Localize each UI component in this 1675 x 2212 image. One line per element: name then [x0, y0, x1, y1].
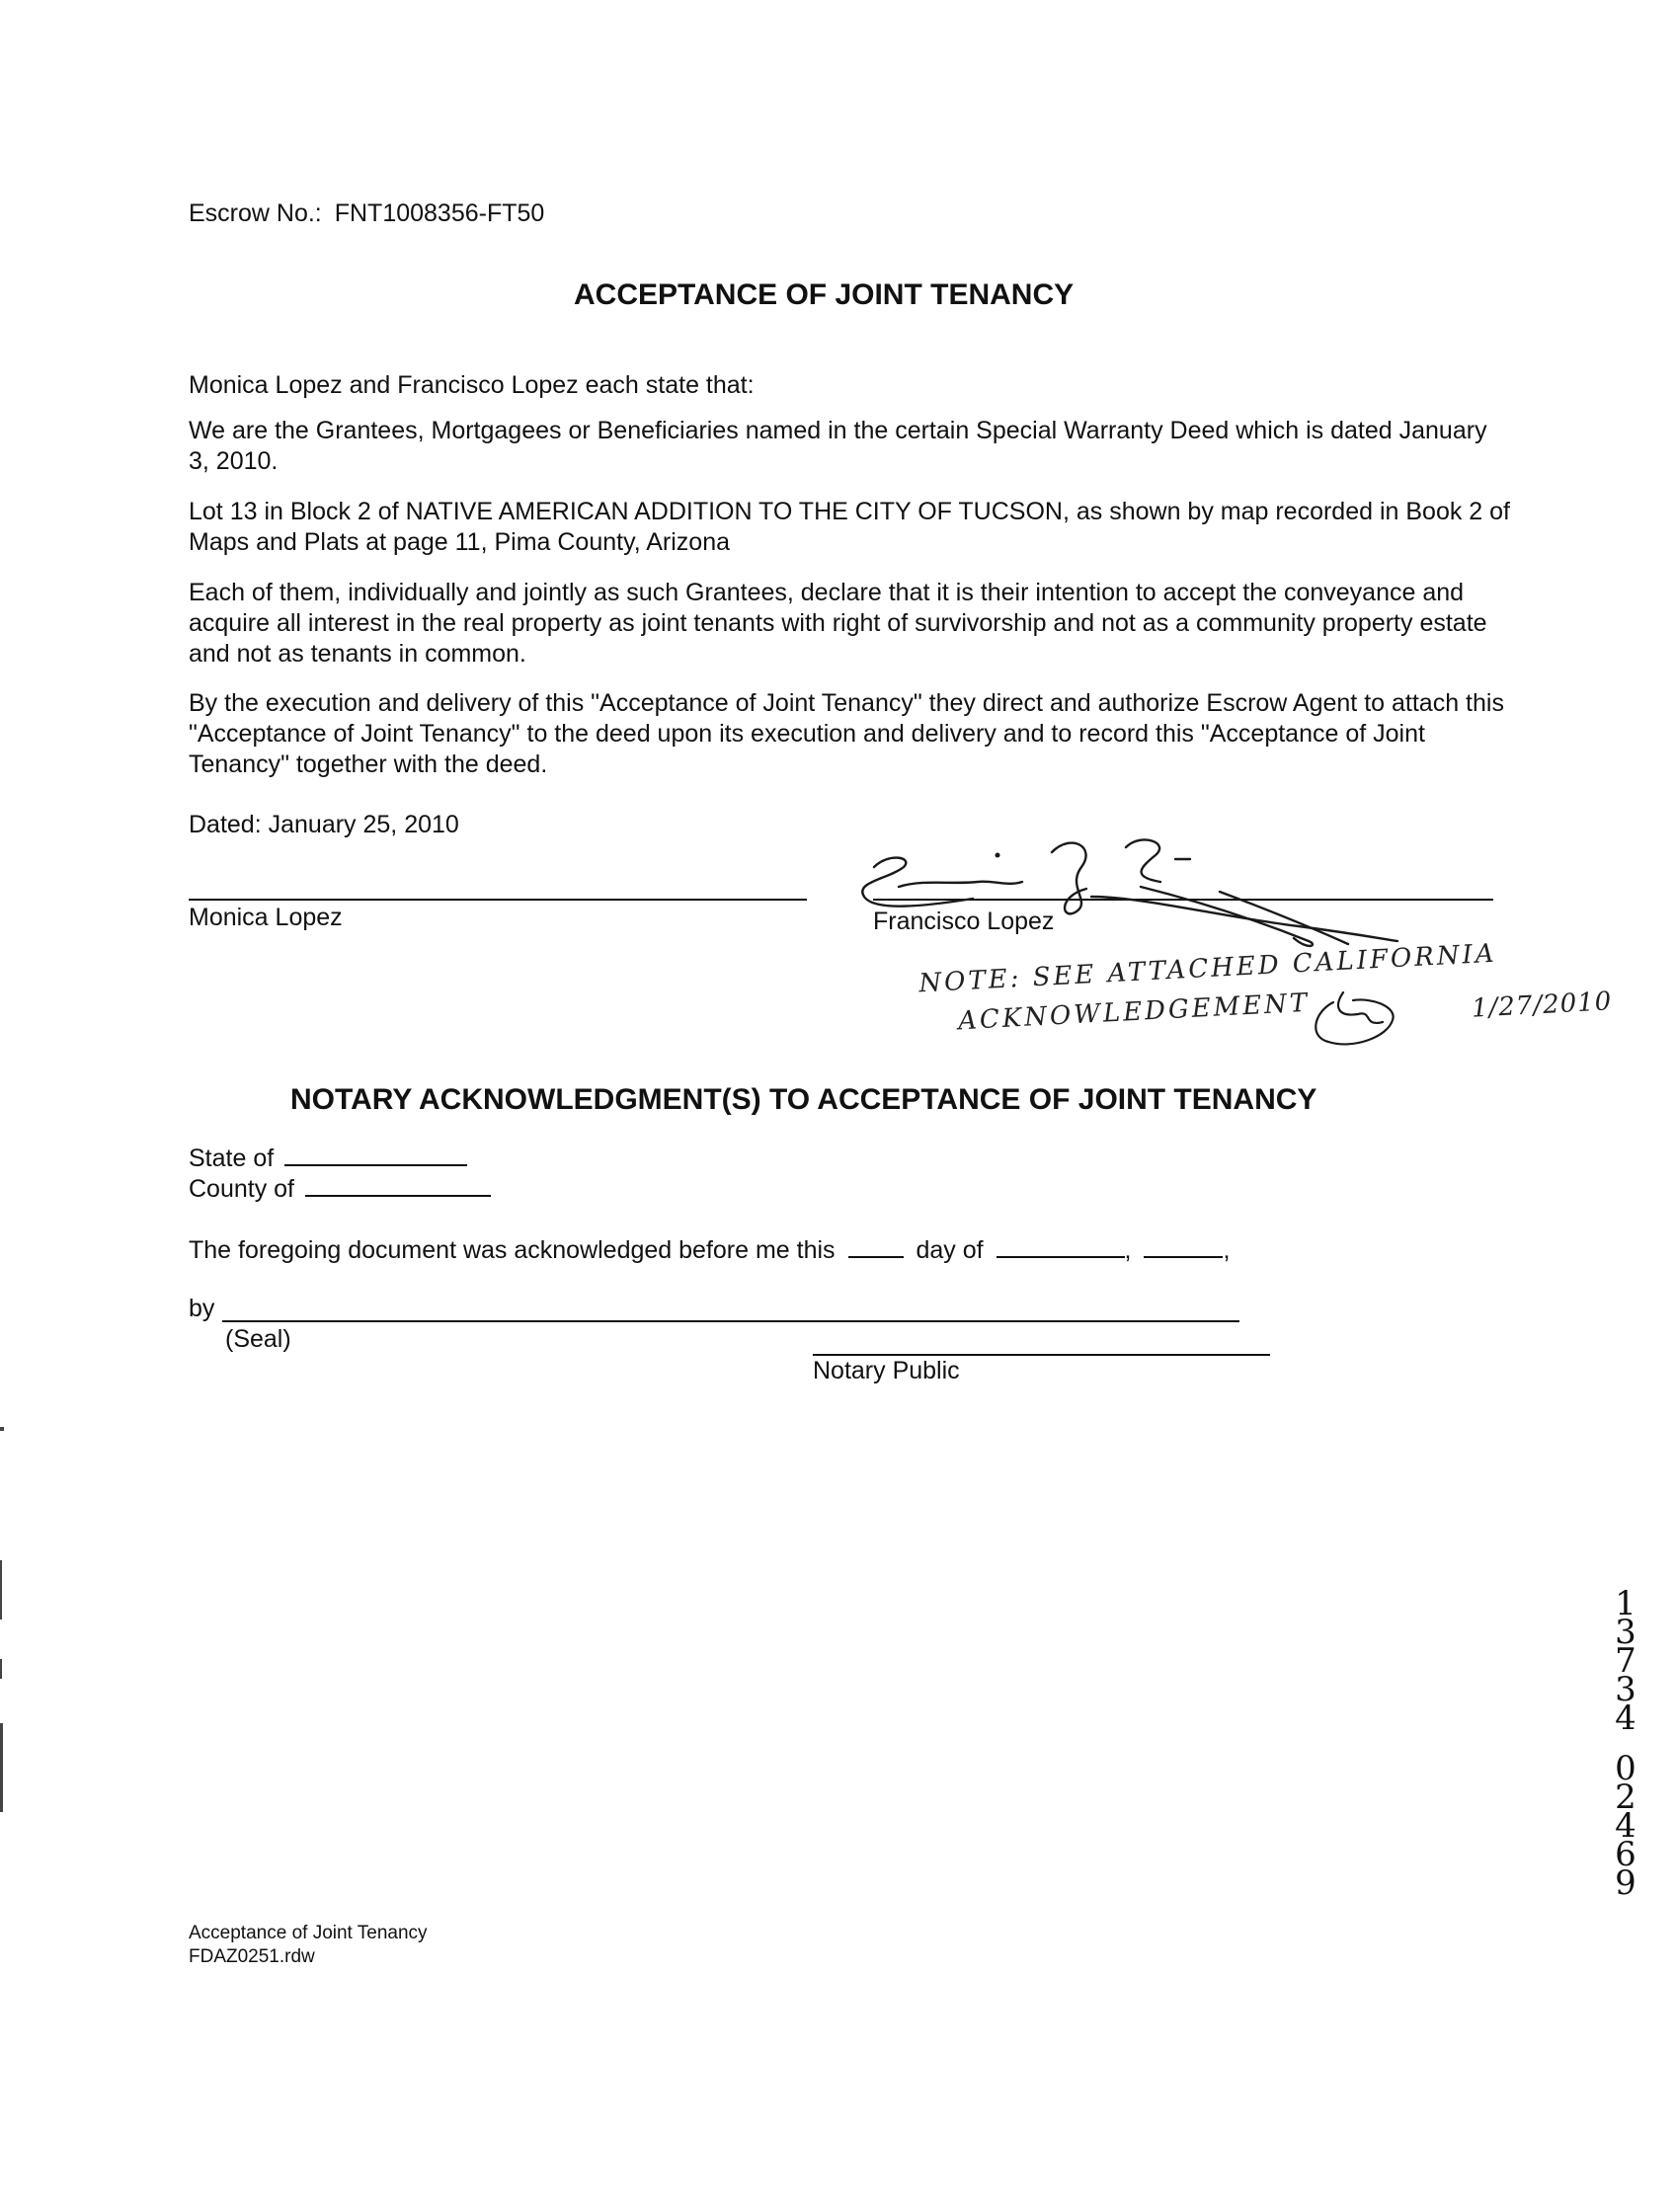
county-of-line: [189, 1173, 491, 1205]
seal-label: (Seal): [225, 1325, 291, 1353]
state-of-label: State of: [189, 1145, 275, 1172]
notary-public-label: Notary Public: [813, 1357, 960, 1384]
scan-edge-mark: [0, 1560, 2, 1620]
document-title: ACCEPTANCE OF JOINT TENANCY: [574, 278, 1075, 311]
dated-line: Dated: January 25, 2010: [189, 811, 459, 838]
comma: ,: [1124, 1236, 1132, 1264]
signature-line-left: [189, 899, 807, 901]
footer-form-name: Acceptance of Joint Tenancy: [189, 1923, 428, 1943]
handwritten-note-line2: ACKNOWLEDGEMENT: [957, 988, 1311, 1037]
handwritten-note-line1: NOTE: SEE ATTACHED CALIFORNIA: [917, 938, 1498, 999]
scan-edge-mark: [0, 1659, 2, 1679]
acknowledgment-line: [189, 1234, 1230, 1266]
stamp-digit: 7: [1615, 1641, 1636, 1681]
handwritten-signature: [844, 828, 1457, 956]
county-of-label: County of: [189, 1175, 295, 1203]
escrow-number: FNT1008356-FT50: [334, 199, 545, 227]
handwritten-note-date: 1/27/2010: [1471, 987, 1614, 1024]
stamp-digit: 2: [1615, 1778, 1636, 1817]
handwritten-initials: [1304, 983, 1422, 1057]
by-line: [222, 1320, 1239, 1322]
stamp-digit: 6: [1615, 1835, 1636, 1874]
notary-heading: NOTARY ACKNOWLEDGMENT(S) TO ACCEPTANCE OF JOINT TENANCY: [290, 1083, 1317, 1116]
year-blank: [1144, 1234, 1223, 1258]
stamp-digit: 3: [1615, 1613, 1636, 1652]
authorization-paragraph: By the execution and delivery of this "Acceptance of Joint Tenancy" they direct and authorize Escrow Agent to attach this "Acceptance of Joint Tenancy" to the deed upon its execution and delivery and to record this "Acceptance of Joint Tenancy" together with the deed.: [189, 689, 1504, 778]
by-label: by: [189, 1295, 215, 1322]
day-of-label: day of: [916, 1236, 984, 1264]
intention-paragraph: Each of them, individually and jointly as such Grantees, declare that it is their intention to accept the conveyance and acquire all interest in the real property as joint tenants with right of survivorship and not as a community property estate and not as tenants in common.: [189, 579, 1487, 668]
grantees-paragraph: We are the Grantees, Mortgagees or Beneficiaries named in the certain Special Warranty Deed which is dated January 3, 2010.: [189, 417, 1487, 475]
acknowledgment-text: The foregoing document was acknowledged before me this: [189, 1236, 836, 1264]
stamp-digit: 9: [1615, 1863, 1636, 1903]
footer-form-code: FDAZ0251.rdw: [189, 1946, 315, 1967]
escrow-label: Escrow No.:: [189, 199, 322, 227]
stamp-digit: 4: [1615, 1806, 1636, 1846]
intro-paragraph: Monica Lopez and Francisco Lopez each state that:: [189, 371, 755, 399]
day-blank: [848, 1234, 904, 1258]
state-of-blank: [284, 1143, 467, 1166]
scan-edge-mark: [0, 1427, 4, 1431]
recording-stamp: [1606, 1584, 1645, 1903]
month-blank: [997, 1234, 1125, 1258]
scan-edge-mark: [0, 1723, 3, 1812]
stamp-digit: 3: [1615, 1670, 1636, 1709]
legal-description-paragraph: Lot 13 in Block 2 of NATIVE AMERICAN ADDITION TO THE CITY OF TUCSON, as shown by map recorded in Book 2 of Maps and Plats at page 11, Pima County, Arizona: [189, 498, 1510, 556]
stamp-digit: 0: [1615, 1749, 1636, 1788]
county-of-blank: [305, 1173, 491, 1197]
stamp-digit: 1: [1615, 1584, 1636, 1623]
signer-left-name: Monica Lopez: [189, 904, 343, 931]
signer-right-name: Francisco Lopez: [873, 908, 1055, 935]
stamp-digit: 4: [1615, 1698, 1636, 1738]
state-of-line: [189, 1143, 467, 1174]
comma: ,: [1223, 1236, 1231, 1264]
escrow-line: [189, 198, 544, 229]
